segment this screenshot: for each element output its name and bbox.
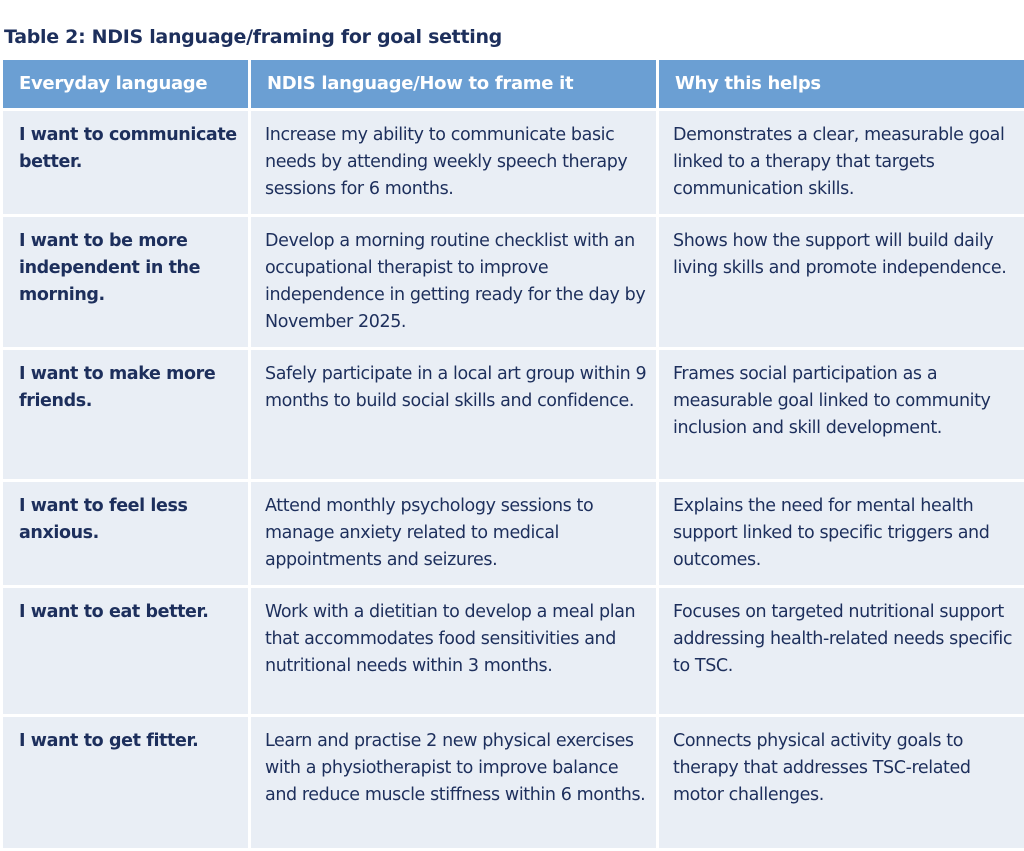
ndis-language-cell: Attend monthly psychology sessions to manage anxiety related to medical appointments and seizures. — [251, 482, 656, 585]
everyday-language-cell: I want to make more friends. — [3, 350, 248, 479]
ndis-language-cell: Increase my ability to communicate basic needs by attending weekly speech therapy sessions for 6 months. — [251, 111, 656, 214]
why-this-helps-cell: Explains the need for mental health support linked to specific triggers and outcomes. — [659, 482, 1024, 585]
table-row — [3, 350, 1024, 479]
header-ndis-language: NDIS language/How to frame it — [251, 60, 656, 108]
everyday-language-cell: I want to feel less anxious. — [3, 482, 248, 585]
ndis-language-cell: Safely participate in a local art group within 9 months to build social skills and confidence. — [251, 350, 656, 479]
why-this-helps-cell: Demonstrates a clear, measurable goal linked to a therapy that targets communication skills. — [659, 111, 1024, 214]
everyday-language-cell: I want to communicate better. — [3, 111, 248, 214]
table-row — [3, 482, 1024, 585]
goal-framing-table — [0, 57, 1024, 851]
ndis-language-cell: Learn and practise 2 new physical exercises with a physiotherapist to improve balance and reduce muscle stiffness within 6 months. — [251, 717, 656, 848]
why-this-helps-cell: Shows how the support will build daily living skills and promote independence. — [659, 217, 1024, 347]
everyday-language-cell: I want to get fitter. — [3, 717, 248, 848]
table-row — [3, 717, 1024, 848]
table-row — [3, 111, 1024, 214]
table-header-row — [3, 60, 1024, 108]
page-title: Table 2: NDIS language/framing for goal setting — [4, 26, 502, 48]
table-row — [3, 588, 1024, 714]
table-row — [3, 217, 1024, 347]
why-this-helps-cell: Focuses on targeted nutritional support addressing health-related needs specific to TSC. — [659, 588, 1024, 714]
everyday-language-cell: I want to eat better. — [3, 588, 248, 714]
header-why-this-helps: Why this helps — [659, 60, 1024, 108]
ndis-language-cell: Work with a dietitian to develop a meal plan that accommodates food sensitivities and nutritional needs within 3 months. — [251, 588, 656, 714]
ndis-language-cell: Develop a morning routine checklist with an occupational therapist to improve independence in getting ready for the day by November 2025. — [251, 217, 656, 347]
why-this-helps-cell: Connects physical activity goals to therapy that addresses TSC-related motor challenges. — [659, 717, 1024, 848]
everyday-language-cell: I want to be more independent in the morning. — [3, 217, 248, 347]
why-this-helps-cell: Frames social participation as a measurable goal linked to community inclusion and skill development. — [659, 350, 1024, 479]
header-everyday-language: Everyday language — [3, 60, 248, 108]
